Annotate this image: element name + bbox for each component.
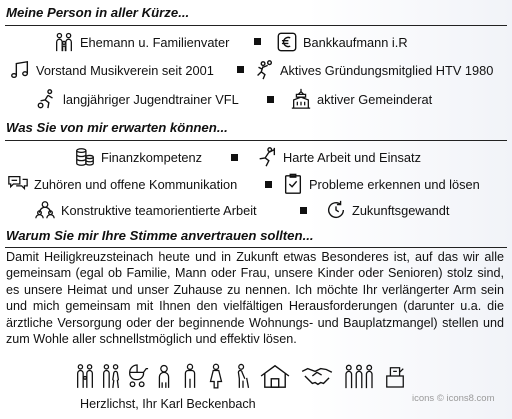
item-music: [9, 59, 214, 81]
soccer-player-icon: [36, 88, 58, 110]
item-hardwork: [256, 146, 421, 168]
divider: [5, 140, 507, 141]
town-hall-icon: [290, 88, 312, 110]
family-icon: [53, 31, 75, 53]
voting-icon: [384, 363, 406, 389]
item-problems: [282, 173, 480, 195]
item-council: [290, 88, 432, 110]
man-icon: [179, 363, 201, 389]
section-title-expect: Was Sie von mir erwarten können...: [6, 120, 228, 135]
bullet: [265, 181, 272, 188]
parents-icon: [100, 363, 122, 389]
bullet: [237, 66, 244, 73]
child-icon: [153, 363, 175, 389]
item-label: Vorstand Musikverein seit 2001: [36, 62, 214, 78]
bullet: [300, 207, 307, 214]
section-title-trust: Warum Sie mir Ihre Stimme anvertrauen sollten...: [6, 228, 314, 243]
item-label: Finanzkompetenz: [101, 149, 203, 165]
item-label: Zukunftsgewandt: [352, 202, 450, 218]
body-paragraph: Damit Heiligkreuzsteinach heute und in Zukunft etwas Besonderes ist, auf das wir alle gemeinsam (egal ob Familie, Mann oder Frau, unsere Kinder oder Senioren) stolz sind, es unsere Heimat und unser Zuhause zu nennen. Ich möchte Ihr verlängerter Arm sein und mich gemeinsam mit Ihnen den vielfältigen Herausforderungen (darunter u.a. die ärztliche Versorgung oder der beginnende Wohnungs- und Bauplatzmangel) stellen und zum Wohle aller schnellstmöglich und effektiv lösen.: [6, 250, 504, 347]
item-handball: [253, 59, 493, 81]
icon-credit: icons © icons8.com: [412, 393, 495, 404]
item-label: Zuhören und offene Kommunikation: [34, 176, 238, 192]
item-label: Probleme erkennen und lösen: [309, 176, 480, 192]
stroller-icon: [127, 363, 149, 389]
item-label: aktiver Gemeinderat: [317, 91, 433, 107]
group-icon: [342, 363, 376, 389]
music-note-icon: [9, 59, 31, 81]
checklist-icon: [282, 173, 304, 195]
woman-icon: [205, 363, 227, 389]
item-team: [34, 199, 257, 221]
team-icon: [34, 199, 56, 221]
section-title-person: Meine Person in aller Kürze...: [6, 5, 190, 20]
chat-icon: [7, 173, 29, 195]
item-label: Konstruktive teamorientierte Arbeit: [61, 202, 257, 218]
item-label: Ehemann u. Familienvater: [80, 34, 230, 50]
item-label: Bankkaufmann i.R: [303, 34, 408, 50]
item-label: langjähriger Jugendtrainer VFL: [63, 91, 239, 107]
bullet: [254, 38, 261, 45]
item-euro: [276, 31, 408, 53]
item-future: [325, 199, 449, 221]
handshake-icon: [300, 363, 334, 389]
bullet: [267, 96, 274, 103]
item-listen: [7, 173, 237, 195]
divider: [5, 247, 507, 248]
future-icon: [325, 199, 347, 221]
euro-icon: [276, 31, 298, 53]
family-icon: [74, 363, 96, 389]
item-coach: [36, 88, 239, 110]
house-icon: [258, 363, 292, 389]
item-finance: [74, 146, 202, 168]
coins-icon: [74, 146, 96, 168]
climbing-icon: [256, 146, 278, 168]
item-family: [53, 31, 229, 53]
item-label: Harte Arbeit und Einsatz: [283, 149, 421, 165]
handball-player-icon: [253, 59, 275, 81]
bullet: [231, 154, 238, 161]
signature: Herzlichst, Ihr Karl Beckenbach: [80, 397, 256, 411]
people-icons-row: [74, 363, 410, 389]
divider: [5, 25, 507, 26]
senior-icon: [232, 363, 254, 389]
item-label: Aktives Gründungsmitglied HTV 1980: [280, 62, 494, 78]
